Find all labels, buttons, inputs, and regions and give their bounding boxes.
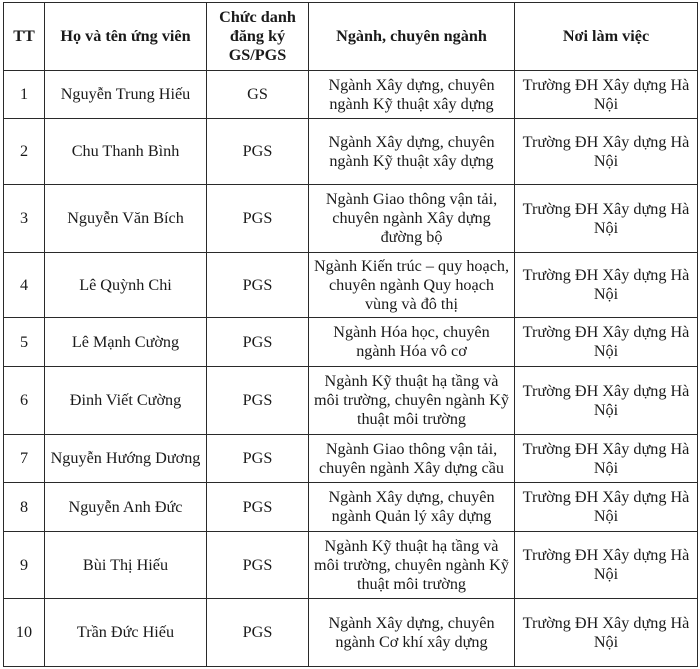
cell-name: Chu Thanh Bình — [45, 119, 207, 185]
cell-field: Ngành Giao thông vận tải, chuyên ngành Xây dựng đường bộ — [309, 185, 515, 253]
cell-workplace: Trường ĐH Xây dựng Hà Nội — [515, 318, 698, 367]
table-row — [4, 253, 698, 318]
cell-field: Ngành Kiến trúc – quy hoạch, chuyên ngành Quy hoạch vùng và đô thị — [309, 253, 515, 318]
cell-workplace: Trường ĐH Xây dựng Hà Nội — [515, 253, 698, 318]
table-row — [4, 532, 698, 599]
table-row — [4, 483, 698, 532]
cell-workplace: Trường ĐH Xây dựng Hà Nội — [515, 185, 698, 253]
cell-rank: PGS — [207, 367, 309, 435]
cell-rank: PGS — [207, 253, 309, 318]
cell-rank: GS — [207, 71, 309, 119]
cell-name: Lê Quỳnh Chi — [45, 253, 207, 318]
cell-name: Đinh Viết Cường — [45, 367, 207, 435]
cell-workplace: Trường ĐH Xây dựng Hà Nội — [515, 367, 698, 435]
cell-workplace: Trường ĐH Xây dựng Hà Nội — [515, 71, 698, 119]
cell-name: Bùi Thị Hiếu — [45, 532, 207, 599]
cell-tt: 8 — [4, 483, 45, 532]
cell-field: Ngành Kỹ thuật hạ tầng và môi trường, chuyên ngành Kỹ thuật môi trường — [309, 532, 515, 599]
header-tt: TT — [4, 3, 45, 71]
cell-field: Ngành Hóa học, chuyên ngành Hóa vô cơ — [309, 318, 515, 367]
cell-name: Trần Đức Hiếu — [45, 599, 207, 667]
table-row — [4, 119, 698, 185]
table-row — [4, 185, 698, 253]
cell-rank: PGS — [207, 119, 309, 185]
cell-tt: 6 — [4, 367, 45, 435]
cell-tt: 4 — [4, 253, 45, 318]
table-row — [4, 318, 698, 367]
table-row — [4, 435, 698, 483]
cell-workplace: Trường ĐH Xây dựng Hà Nội — [515, 599, 698, 667]
cell-tt: 7 — [4, 435, 45, 483]
cell-name: Nguyễn Hướng Dương — [45, 435, 207, 483]
header-workplace: Nơi làm việc — [515, 3, 698, 71]
cell-tt: 5 — [4, 318, 45, 367]
cell-tt: 9 — [4, 532, 45, 599]
cell-tt: 1 — [4, 71, 45, 119]
cell-name: Nguyễn Anh Đức — [45, 483, 207, 532]
table-header-row — [4, 3, 698, 71]
cell-field: Ngành Xây dựng, chuyên ngành Cơ khí xây dựng — [309, 599, 515, 667]
header-name: Họ và tên ứng viên — [45, 3, 207, 71]
candidates-table — [3, 2, 698, 667]
cell-workplace: Trường ĐH Xây dựng Hà Nội — [515, 435, 698, 483]
cell-field: Ngành Giao thông vận tải, chuyên ngành Xây dựng cầu — [309, 435, 515, 483]
cell-tt: 3 — [4, 185, 45, 253]
table-row — [4, 71, 698, 119]
cell-field: Ngành Xây dựng, chuyên ngành Kỹ thuật xây dựng — [309, 71, 515, 119]
cell-tt: 10 — [4, 599, 45, 667]
cell-name: Nguyễn Trung Hiếu — [45, 71, 207, 119]
cell-rank: PGS — [207, 532, 309, 599]
cell-rank: PGS — [207, 599, 309, 667]
cell-name: Nguyễn Văn Bích — [45, 185, 207, 253]
cell-field: Ngành Xây dựng, chuyên ngành Quản lý xây dựng — [309, 483, 515, 532]
table-row — [4, 367, 698, 435]
cell-workplace: Trường ĐH Xây dựng Hà Nội — [515, 532, 698, 599]
cell-workplace: Trường ĐH Xây dựng Hà Nội — [515, 483, 698, 532]
cell-rank: PGS — [207, 318, 309, 367]
cell-rank: PGS — [207, 483, 309, 532]
header-field: Ngành, chuyên ngành — [309, 3, 515, 71]
cell-tt: 2 — [4, 119, 45, 185]
cell-rank: PGS — [207, 185, 309, 253]
cell-workplace: Trường ĐH Xây dựng Hà Nội — [515, 119, 698, 185]
cell-field: Ngành Xây dựng, chuyên ngành Kỹ thuật xây dựng — [309, 119, 515, 185]
cell-rank: PGS — [207, 435, 309, 483]
header-rank: Chức danh đăng ký GS/PGS — [207, 3, 309, 71]
cell-field: Ngành Kỹ thuật hạ tầng và môi trường, chuyên ngành Kỹ thuật môi trường — [309, 367, 515, 435]
cell-name: Lê Mạnh Cường — [45, 318, 207, 367]
table-row — [4, 599, 698, 667]
